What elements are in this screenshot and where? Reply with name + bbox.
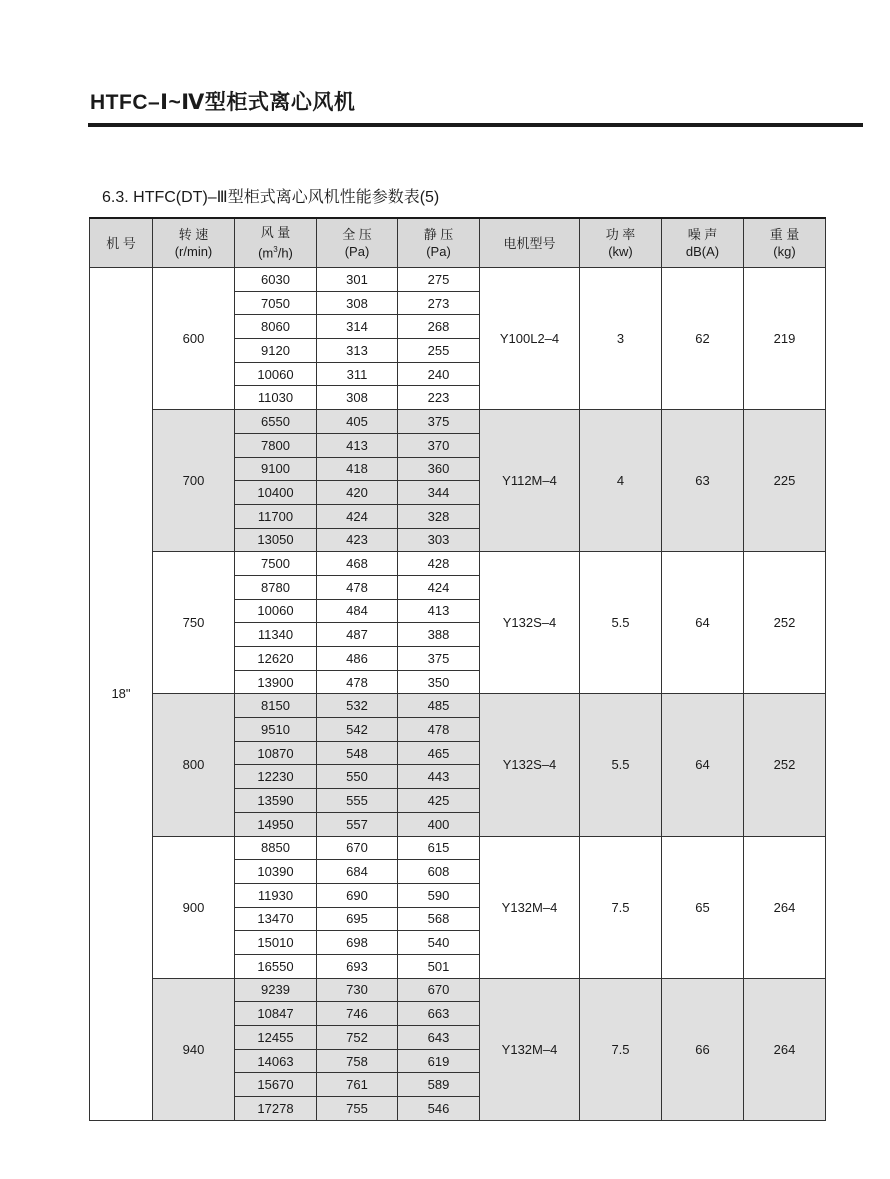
flow-cell: 11930 [235,883,317,907]
flow-cell: 9239 [235,978,317,1002]
table-header-row [90,218,826,268]
header-total-pressure-unit: (Pa) [344,244,370,259]
header-speed-label: 转 速 [178,227,209,242]
header-speed [153,218,235,268]
speed-cell: 940 [153,978,235,1120]
static-pressure-cell: 589 [398,1073,480,1097]
static-pressure-cell: 428 [398,552,480,576]
total-pressure-cell: 311 [317,362,398,386]
flow-cell: 12620 [235,647,317,671]
header-speed-unit: (r/min) [174,244,213,259]
power-cell: 5.5 [580,694,662,836]
static-pressure-cell: 223 [398,386,480,410]
total-pressure-cell: 542 [317,718,398,742]
header-flow-unit-b: /h) [277,245,293,261]
speed-cell: 600 [153,268,235,410]
flow-cell: 17278 [235,1097,317,1121]
power-cell: 4 [580,410,662,552]
total-pressure-cell: 555 [317,789,398,813]
flow-cell: 9100 [235,457,317,481]
static-pressure-cell: 670 [398,978,480,1002]
header-power-label: 功 率 [605,227,636,242]
total-pressure-cell: 314 [317,315,398,339]
weight-cell: 252 [744,552,826,694]
flow-cell: 14063 [235,1049,317,1073]
total-pressure-cell: 308 [317,291,398,315]
header-motor: 电机型号 [480,218,580,268]
total-pressure-cell: 418 [317,457,398,481]
performance-table [89,217,826,1121]
total-pressure-cell: 405 [317,410,398,434]
header-flow-unit-a: (m [258,245,274,261]
model-number-cell: 18" [90,268,153,1121]
static-pressure-cell: 255 [398,339,480,363]
total-pressure-cell: 690 [317,883,398,907]
static-pressure-cell: 643 [398,1026,480,1050]
flow-cell: 12455 [235,1026,317,1050]
total-pressure-cell: 670 [317,836,398,860]
table-row [90,694,826,718]
static-pressure-cell: 608 [398,860,480,884]
page-title: HTFC–Ⅰ~Ⅳ型柜式离心风机 [90,91,356,114]
flow-cell: 11340 [235,623,317,647]
noise-cell: 64 [662,694,744,836]
weight-cell: 252 [744,694,826,836]
header-flow-unit [235,241,316,261]
static-pressure-cell: 568 [398,907,480,931]
header-weight-unit: (kg) [773,244,796,259]
static-pressure-cell: 424 [398,575,480,599]
total-pressure-cell: 478 [317,575,398,599]
total-pressure-cell: 752 [317,1026,398,1050]
flow-cell: 13590 [235,789,317,813]
motor-cell: Y132M–4 [480,978,580,1120]
static-pressure-cell: 478 [398,718,480,742]
flow-cell: 11700 [235,504,317,528]
speed-cell: 750 [153,552,235,694]
static-pressure-cell: 360 [398,457,480,481]
header-flow-label: 风 量 [260,225,291,241]
total-pressure-cell: 478 [317,670,398,694]
performance-table-body [90,268,826,1121]
header-noise-label: 噪 声 [687,227,718,242]
header-weight [744,218,826,268]
total-pressure-cell: 698 [317,931,398,955]
total-pressure-cell: 484 [317,599,398,623]
total-pressure-cell: 550 [317,765,398,789]
static-pressure-cell: 546 [398,1097,480,1121]
header-flow [235,218,317,268]
power-cell: 3 [580,268,662,410]
flow-cell: 13900 [235,670,317,694]
flow-cell: 8150 [235,694,317,718]
flow-cell: 9510 [235,718,317,742]
total-pressure-cell: 548 [317,741,398,765]
header-flow-unit-sup: 3 [273,245,278,255]
static-pressure-cell: 540 [398,931,480,955]
power-cell: 7.5 [580,978,662,1120]
flow-cell: 10060 [235,362,317,386]
flow-cell: 7500 [235,552,317,576]
motor-cell: Y132M–4 [480,836,580,978]
flow-cell: 10390 [235,860,317,884]
static-pressure-cell: 328 [398,504,480,528]
static-pressure-cell: 413 [398,599,480,623]
total-pressure-cell: 730 [317,978,398,1002]
static-pressure-cell: 425 [398,789,480,813]
table-row [90,552,826,576]
flow-cell: 6550 [235,410,317,434]
static-pressure-cell: 275 [398,268,480,292]
total-pressure-cell: 313 [317,339,398,363]
flow-cell: 14950 [235,812,317,836]
noise-cell: 65 [662,836,744,978]
static-pressure-cell: 375 [398,410,480,434]
static-pressure-cell: 303 [398,528,480,552]
total-pressure-cell: 532 [317,694,398,718]
static-pressure-cell: 615 [398,836,480,860]
motor-cell: Y100L2–4 [480,268,580,410]
flow-cell: 8060 [235,315,317,339]
flow-cell: 15670 [235,1073,317,1097]
header-total-pressure [317,218,398,268]
flow-cell: 7800 [235,433,317,457]
flow-cell: 15010 [235,931,317,955]
header-static-pressure-label: 静 压 [423,227,454,242]
total-pressure-cell: 486 [317,647,398,671]
flow-cell: 12230 [235,765,317,789]
total-pressure-cell: 695 [317,907,398,931]
flow-cell: 10847 [235,1002,317,1026]
total-pressure-cell: 487 [317,623,398,647]
static-pressure-cell: 240 [398,362,480,386]
flow-cell: 8780 [235,575,317,599]
header-total-pressure-label: 全 压 [342,227,372,242]
flow-cell: 6030 [235,268,317,292]
static-pressure-cell: 443 [398,765,480,789]
flow-cell: 13470 [235,907,317,931]
noise-cell: 62 [662,268,744,410]
flow-cell: 7050 [235,291,317,315]
total-pressure-cell: 557 [317,812,398,836]
total-pressure-cell: 423 [317,528,398,552]
table-row [90,978,826,1002]
header-noise-unit: dB(A) [685,244,720,259]
title-divider [88,123,863,127]
header-power [580,218,662,268]
weight-cell: 225 [744,410,826,552]
static-pressure-cell: 485 [398,694,480,718]
speed-cell: 800 [153,694,235,836]
total-pressure-cell: 424 [317,504,398,528]
static-pressure-cell: 370 [398,433,480,457]
flow-cell: 8850 [235,836,317,860]
weight-cell: 219 [744,268,826,410]
flow-cell: 13050 [235,528,317,552]
total-pressure-cell: 684 [317,860,398,884]
speed-cell: 900 [153,836,235,978]
total-pressure-cell: 746 [317,1002,398,1026]
speed-cell: 700 [153,410,235,552]
flow-cell: 9120 [235,339,317,363]
table-title: 6.3. HTFC(DT)–Ⅲ型柜式离心风机性能参数表(5) [102,189,440,206]
static-pressure-cell: 350 [398,670,480,694]
total-pressure-cell: 758 [317,1049,398,1073]
static-pressure-cell: 663 [398,1002,480,1026]
flow-cell: 10870 [235,741,317,765]
header-noise [662,218,744,268]
power-cell: 5.5 [580,552,662,694]
static-pressure-cell: 344 [398,481,480,505]
flow-cell: 16550 [235,954,317,978]
static-pressure-cell: 619 [398,1049,480,1073]
noise-cell: 66 [662,978,744,1120]
static-pressure-cell: 375 [398,647,480,671]
static-pressure-cell: 400 [398,812,480,836]
total-pressure-cell: 693 [317,954,398,978]
total-pressure-cell: 420 [317,481,398,505]
static-pressure-cell: 465 [398,741,480,765]
total-pressure-cell: 301 [317,268,398,292]
total-pressure-cell: 755 [317,1097,398,1121]
total-pressure-cell: 413 [317,433,398,457]
table-row [90,410,826,434]
motor-cell: Y132S–4 [480,552,580,694]
table-row [90,836,826,860]
static-pressure-cell: 590 [398,883,480,907]
noise-cell: 63 [662,410,744,552]
header-static-pressure [398,218,480,268]
weight-cell: 264 [744,836,826,978]
header-model: 机 号 [90,218,153,268]
static-pressure-cell: 268 [398,315,480,339]
static-pressure-cell: 273 [398,291,480,315]
motor-cell: Y112M–4 [480,410,580,552]
power-cell: 7.5 [580,836,662,978]
flow-cell: 11030 [235,386,317,410]
header-weight-label: 重 量 [769,227,800,242]
motor-cell: Y132S–4 [480,694,580,836]
flow-cell: 10060 [235,599,317,623]
noise-cell: 64 [662,552,744,694]
total-pressure-cell: 761 [317,1073,398,1097]
header-power-unit: (kw) [608,244,633,259]
flow-cell: 10400 [235,481,317,505]
weight-cell: 264 [744,978,826,1120]
static-pressure-cell: 501 [398,954,480,978]
total-pressure-cell: 308 [317,386,398,410]
table-row [90,268,826,292]
total-pressure-cell: 468 [317,552,398,576]
static-pressure-cell: 388 [398,623,480,647]
header-static-pressure-unit: (Pa) [426,244,451,259]
